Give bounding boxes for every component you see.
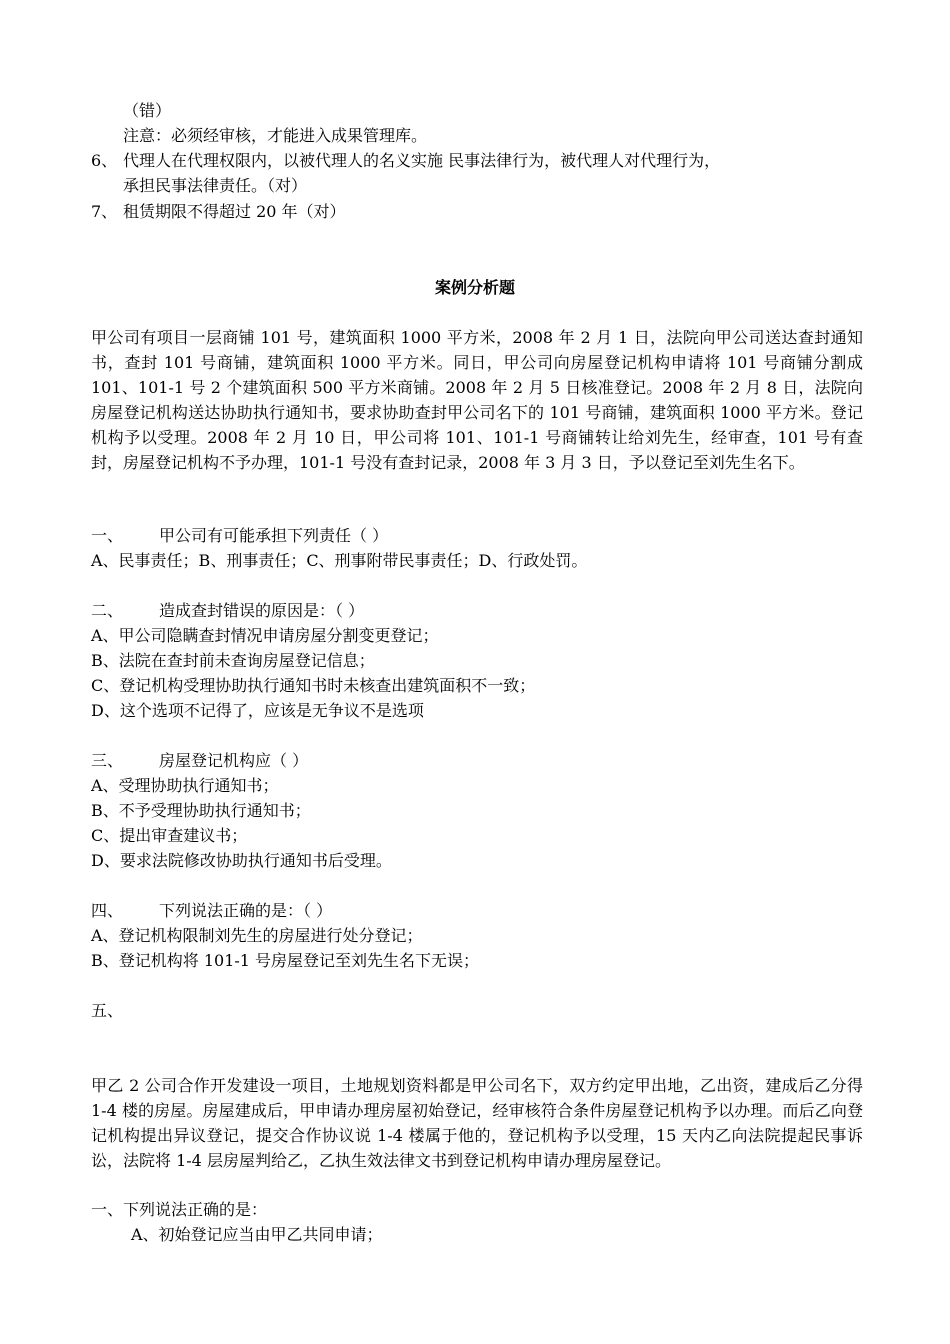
answer-mark-wrong: （错） (123, 101, 172, 120)
item-6-number: 6、 (91, 151, 118, 170)
question-3-option-a: A、受理协助执行通知书； (91, 776, 279, 795)
case-1-paragraph: 甲公司有项目一层商铺 101 号，建筑面积 1000 平方米，2008 年 2 月 1 日，法院向甲公司送达查封通知书，查封 101 号商铺，建筑面积 1000 平方米。同日，甲公司向房屋登记机构申请将 101 号商铺分割成 101、101-1 号 2 个建筑面积 500 平方米商铺。2008 年 2 月 5 日核准登记。2008 年 2 月 8 日，法院向房屋登记机构送达协助执行通知书，要求协助查封甲公司名下的 101 号商铺，建筑面积 1000 平方米。登记机构予以受理。2008 年 2 月 10 日，甲公司将 101、101-1 号商铺转让给刘先生，经审查，101 号有查封，房屋登记机构不予办理，101-1 号没有查封记录，2008 年 3 月 3 日，予以登记至刘先生名下。 (91, 328, 863, 472)
question-4-option-b: B、登记机构将 101-1 号房屋登记至刘先生名下无误； (91, 951, 480, 970)
item-6-text: 代理人在代理权限内，以被代理人的名义实施 民事法律行为，被代理人对代理行为， (123, 151, 721, 170)
item-6-text-cont: 承担民事法律责任。（对） (123, 176, 308, 195)
question-2-option-c: C、登记机构受理协助执行通知书时未核查出建筑面积不一致； (91, 676, 536, 695)
case-2-paragraph: 甲乙 2 公司合作开发建设一项目，土地规划资料都是甲公司名下，双方约定甲出地，乙出资，建成后乙分得 1-4 楼的房屋。房屋建成后，甲申请办理房屋初始登记，经审核符合条件房屋登记机构予以办理。而后乙向登记机构提出异议登记，提交合作协议说 1-4 楼属于他的，登记机构予以受理，15 天内乙向法院提起民事诉讼，法院将 1-4 层房屋判给乙，乙执生效法律文书到登记机构申请办理房屋登记。 (91, 1076, 863, 1170)
note-line: 注意：必须经审核，才能进入成果管理库。 (123, 126, 428, 145)
item-7-number: 7、 (91, 202, 118, 221)
question-2-option-d: D、这个选项不记得了，应该是无争议不是选项 (91, 701, 424, 720)
case-2-question: 一、下列说法正确的是： (91, 1200, 268, 1219)
section-title: 案例分析题 (434, 278, 515, 297)
question-1-number: 一、 (91, 526, 124, 545)
question-2-number: 二、 (91, 601, 124, 620)
question-3-number: 三、 (91, 751, 124, 770)
item-7-text: 租赁期限不得超过 20 年（对） (123, 202, 346, 221)
question-4-number: 四、 (91, 901, 124, 920)
question-2-option-b: B、法院在查封前未查询房屋登记信息； (91, 651, 375, 670)
question-2-option-a: A、甲公司隐瞒查封情况申请房屋分割变更登记； (91, 626, 439, 645)
question-4-text: 下列说法正确的是：（ ） (159, 901, 333, 920)
question-1-text: 甲公司有可能承担下列责任（ ） (159, 526, 389, 545)
question-3-option-d: D、要求法院修改协助执行通知书后受理。 (91, 851, 392, 870)
question-4-option-a: A、登记机构限制刘先生的房屋进行处分登记； (91, 926, 423, 945)
question-5-number: 五、 (91, 1001, 124, 1020)
question-3-option-b: B、不予受理协助执行通知书； (91, 801, 311, 820)
question-3-option-c: C、提出审查建议书； (91, 826, 248, 845)
question-3-text: 房屋登记机构应（ ） (159, 751, 309, 770)
case-2-option-a: A、初始登记应当由甲乙共同申请； (131, 1225, 383, 1244)
question-2-text: 造成查封错误的原因是：（ ） (159, 601, 365, 620)
question-1-options: A、民事责任；B、刑事责任；C、刑事附带民事责任；D、行政处罚。 (91, 551, 588, 570)
